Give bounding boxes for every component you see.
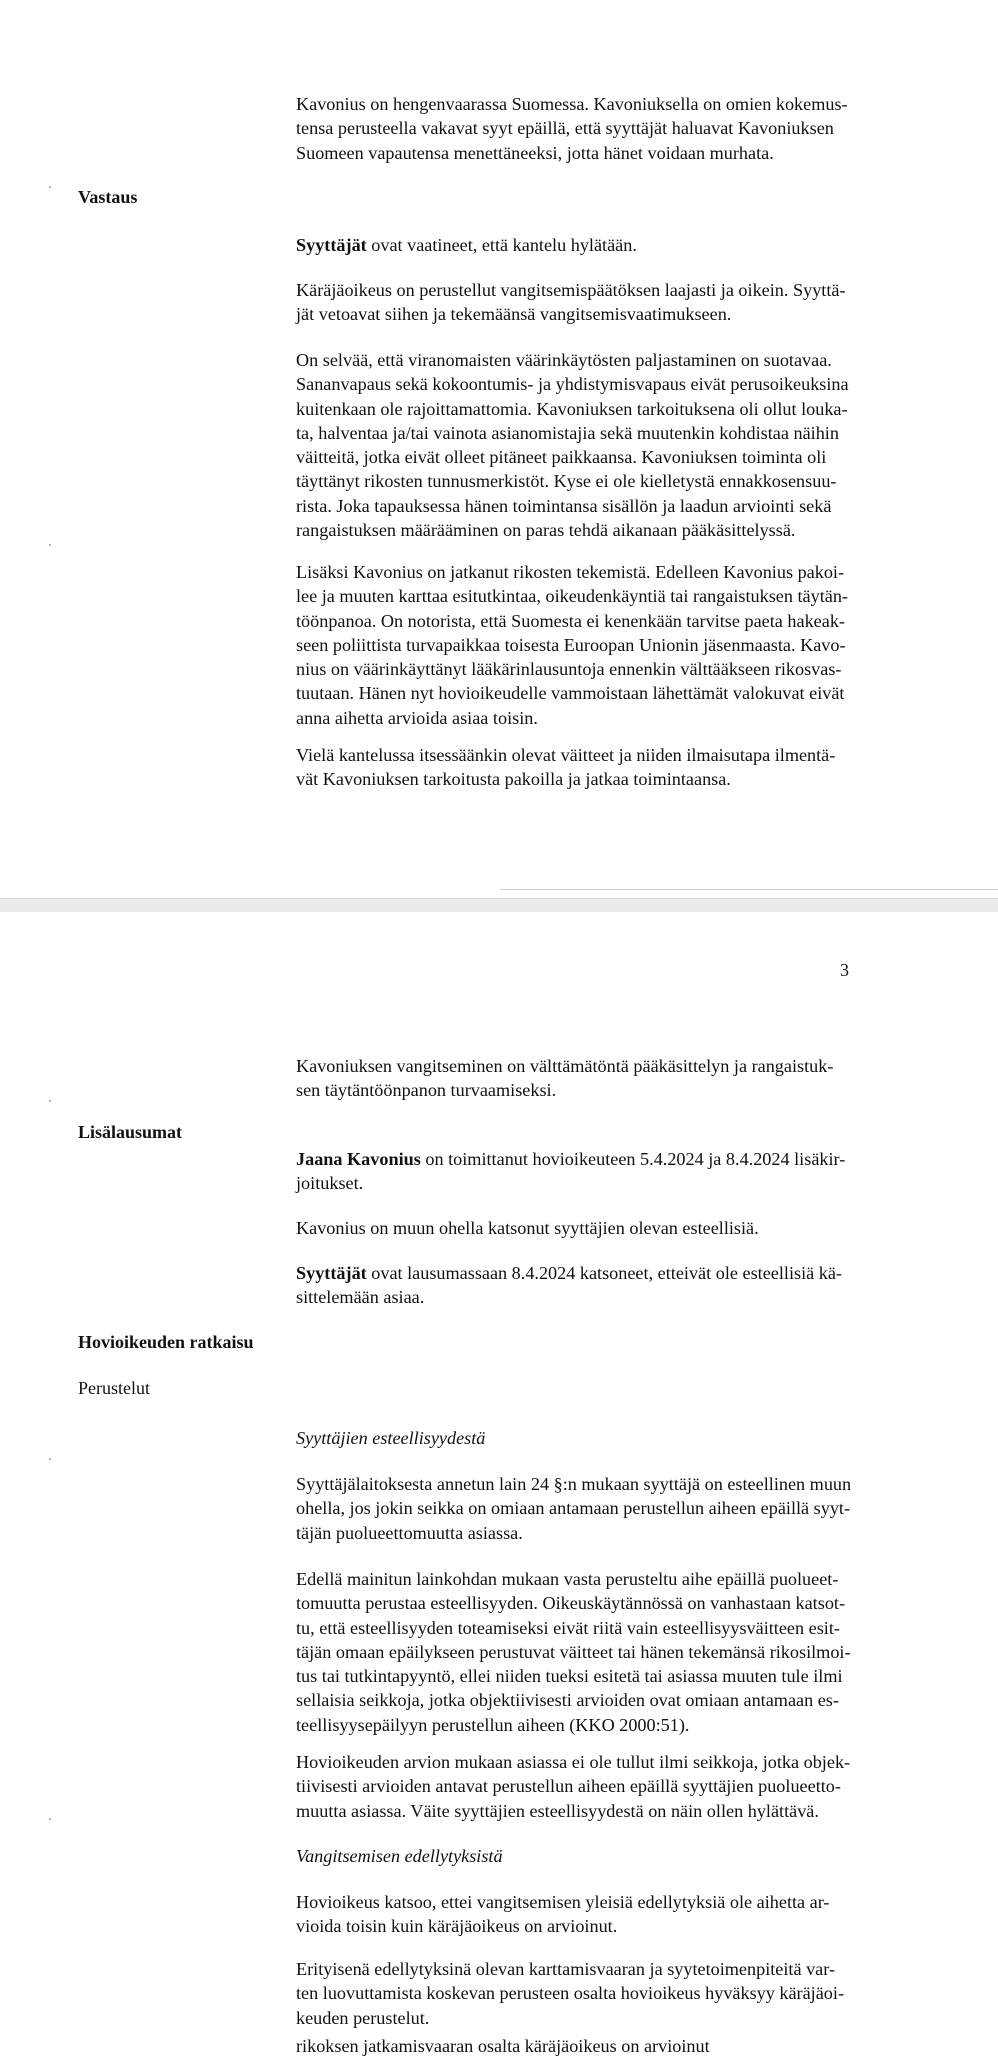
party-name: Syyttäjät <box>296 235 367 255</box>
cut-off-line: rikoksen jatkamisvaaran osalta käräjäoikeus on arvioinut <box>296 2036 710 2056</box>
response-paragraph-5: Vielä kantelussa itsessäänkin olevat väitteet ja niiden ilmaisutapa ilmentä- vät Kavoniuksen tarkoitusta pakoilla ja jatkaa toimintaansa. <box>296 745 836 790</box>
statement-text: on toimittanut hovioikeuteen 5.4.2024 ja 8.4.2024 lisäkir- joitukset. <box>296 1149 846 1194</box>
response-paragraph-1 <box>296 233 916 257</box>
statement-paragraph-1 <box>296 1147 916 1196</box>
response-paragraph-2: Käräjäoikeus on perustellut vangitsemispäätöksen laajasti ja oikein. Syyttä- jät vetoavat siihen ja tekemäänsä vangitsemisvaatimukseen. <box>296 280 846 325</box>
reasoning-paragraph-1: Syyttäjälaitoksesta annetun lain 24 §:n mukaan syyttäjä on esteellinen muun ohella, jos jokin seikka on omiaan antamaan perustellun aiheen epäillä syyt- täjän puolueettomuutta asiassa. <box>296 1474 852 1543</box>
intro-paragraph: Kavoniuksen vangitseminen on välttämätöntä pääkäsittelyn ja rangaistuk- sen täytäntöönpanon turvaamiseksi. <box>296 1056 834 1101</box>
document-page-3 <box>0 912 998 2056</box>
reasoning-paragraph-5: Erityisenä edellytyksinä olevan karttamisvaaran ja syytetoimenpiteitä var- ten luovuttamista koskevan perusteen osalta hovioikeus hyväksyy käräjäoi- keuden perustelut. <box>296 1959 845 2028</box>
response-text: ovat vaatineet, että kantelu hylätään. <box>366 235 637 255</box>
section-heading-hovioikeuden-ratkaisu: Hovioikeuden ratkaisu <box>78 1332 254 1352</box>
scan-speck <box>49 1458 51 1460</box>
scan-speck <box>49 1818 51 1820</box>
response-paragraph-4: Lisäksi Kavonius on jatkanut rikosten tekemistä. Edelleen Kavonius pakoi- lee ja muuten karttaa esitutkintaa, oikeudenkäyntiä tai rangaistuksen täytän- töönpanoa. On notorista, että Suomesta ei kenenkään tarvitse paeta hakeak- seen poliittista turvapaikkaa toisesta Euroopan Unionin jäsenmaasta. Kavo- nius on väärinkäyttänyt lääkärinlausuntoja ennenkin välttääkseen rikosvas- tuutaan. Hänen nyt hovioikeudelle vammoistaan lähettämät valokuvat eivät anna aihetta arvioida asiaa toisin. <box>296 562 848 728</box>
section-heading-vastaus: Vastaus <box>78 187 138 207</box>
response-paragraph-3: On selvää, että viranomaisten väärinkäytösten paljastaminen on suotavaa. Sananvapaus sekä kokoontumis- ja yhdistymisvapaus eivät perusoikeuksina kuitenkaan ole rajoittamattomia. Kavoniuksen tarkoituksena oli ollut louka- ta, halventaa ja/tai vainota asianomistajia sekä muutenkin kohdistaa näihin väitteitä, jotka eivät olleet pitäneet paikkaansa. Kavoniuksen toiminta oli täyttänyt rikosten tunnusmerkistöt. Kyse ei ole kielletystä ennakkosensuu- rista. Joka tapauksessa hänen toimintansa sisällön ja laadun arviointi sekä rangaistuksen määrääminen on paras tehdä aikanaan pääkäsittelyssä. <box>296 350 849 541</box>
page-number: 3 <box>840 960 849 980</box>
section-heading-lisalausumat: Lisälausumat <box>78 1122 183 1142</box>
page-edge-line <box>500 889 998 890</box>
reasoning-paragraph-3: Hovioikeuden arvion mukaan asiassa ei ole tullut ilmi seikkoja, jotka objek- tiivisesti arvioiden antavat perustellun aiheen epäillä syyttäjien puolueetto- muutta asiassa. Väite syyttäjien esteellisyydestä on näin ollen hylättävä. <box>296 1752 851 1821</box>
scan-speck <box>49 544 51 546</box>
party-name: Syyttäjät <box>296 1263 367 1283</box>
reasoning-paragraph-2: Edellä mainitun lainkohdan mukaan vasta perusteltu aihe epäillä puolueet- tomuutta perustaa esteellisyyden. Oikeuskäytännössä on vanhastaan katsot- tu, että esteellisyyden toteamiseksi eivät riitä vain esteellisyysväitteen esit- täjän omaan epäilykseen perustuvat väitteet tai hänen tekemänsä rikosilmoi- tus tai tutkintapyyntö, ellei niiden tueksi esitetä tai asiassa muuten tule ilmi sellaisia seikkoja, jotka objektiivisesti arvioiden ovat omiaan antamaan es- teellisyysepäilyyn perustellun aiheen (KKO 2000:51). <box>296 1569 851 1735</box>
statement-text: ovat lausumassaan 8.4.2024 katsoneet, etteivät ole esteellisiä kä- sittelemään asiaa. <box>296 1263 842 1308</box>
intro-paragraph: Kavonius on hengenvaarassa Suomessa. Kavoniuksella on omien kokemus- tensa perusteella vakavat syyt epäillä, että syyttäjät haluavat Kavoniuksen Suomeen vapautensa menettäneeksi, jotta hänet voidaan murhata. <box>296 94 848 163</box>
subsection-title-vangitseminen: Vangitsemisen edellytyksistä <box>296 1846 503 1866</box>
statement-paragraph-2: Kavonius on muun ohella katsonut syyttäjien olevan esteellisiä. <box>296 1218 759 1238</box>
subsection-title-esteellisyys: Syyttäjien esteellisyydestä <box>296 1428 486 1448</box>
scan-speck <box>49 1100 51 1102</box>
scan-speck <box>49 186 51 188</box>
statement-paragraph-3 <box>296 1261 916 1310</box>
subheading-perustelut: Perustelut <box>78 1378 150 1398</box>
party-name: Jaana Kavonius <box>296 1149 421 1169</box>
reasoning-paragraph-4: Hovioikeus katsoo, ettei vangitsemisen yleisiä edellytyksiä ole aihetta ar- vioida toisin kuin käräjäoikeus on arvioinut. <box>296 1892 830 1937</box>
document-page-2 <box>0 0 998 900</box>
